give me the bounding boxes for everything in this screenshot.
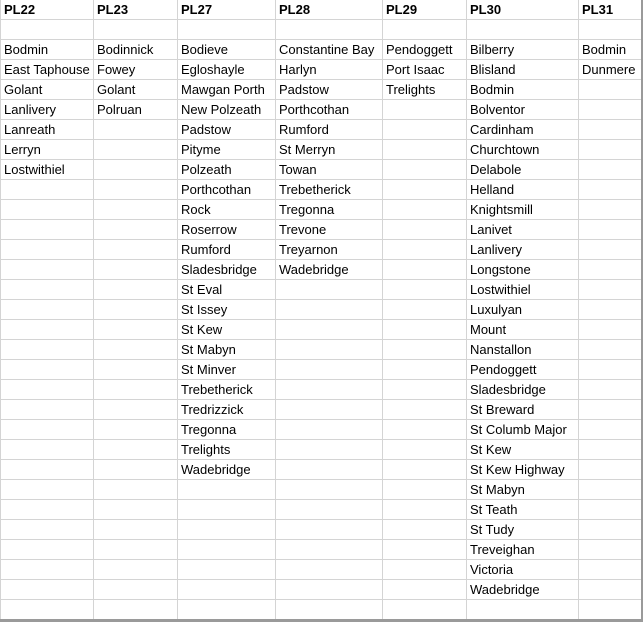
table-cell[interactable] [1,460,94,480]
table-cell[interactable] [276,340,383,360]
table-cell[interactable]: Bodmin [467,80,579,100]
table-cell[interactable] [579,160,643,180]
table-cell[interactable] [1,20,94,40]
table-cell[interactable] [94,200,178,220]
table-cell[interactable] [178,20,276,40]
table-cell[interactable]: Pendoggett [467,360,579,380]
table-cell[interactable] [383,220,467,240]
table-cell[interactable] [579,320,643,340]
table-cell[interactable] [383,240,467,260]
table-cell[interactable] [579,380,643,400]
table-cell[interactable] [579,580,643,600]
table-cell[interactable] [94,580,178,600]
table-row [1,80,643,100]
table-cell[interactable]: Trelights [383,80,467,100]
table-cell[interactable] [276,560,383,580]
table-cell[interactable]: Pityme [178,140,276,160]
table-cell[interactable] [579,400,643,420]
table-row [1,340,643,360]
table-row [1,220,643,240]
table-cell[interactable] [383,320,467,340]
table-row [1,140,643,160]
table-cell[interactable] [383,480,467,500]
table-cell[interactable]: Lanlivery [1,100,94,120]
table-cell[interactable]: St Kew [178,320,276,340]
table-cell[interactable] [579,500,643,520]
table-cell[interactable]: New Polzeath [178,100,276,120]
table-cell[interactable] [1,220,94,240]
table-cell[interactable]: Padstow [276,80,383,100]
table-cell[interactable] [94,420,178,440]
table-row [1,300,643,320]
table-row [1,260,643,280]
table-cell[interactable] [579,600,643,620]
table-row [1,240,643,260]
table-cell[interactable]: St Columb Major [467,420,579,440]
table-cell[interactable]: Luxulyan [467,300,579,320]
table-cell[interactable] [383,460,467,480]
table-cell[interactable] [94,440,178,460]
table-cell[interactable]: Mount [467,320,579,340]
table-cell[interactable]: Rumford [178,240,276,260]
table-cell[interactable] [579,460,643,480]
table-cell[interactable] [94,220,178,240]
column-header-pl29[interactable]: PL29 [383,0,467,20]
table-row [1,160,643,180]
table-cell[interactable]: Bodmin [1,40,94,60]
table-row [1,540,643,560]
table-cell[interactable]: Golant [1,80,94,100]
table-cell[interactable]: Knightsmill [467,200,579,220]
table-cell[interactable]: St Mabyn [178,340,276,360]
table-cell[interactable] [276,300,383,320]
table-cell[interactable]: Tredrizzick [178,400,276,420]
table-cell[interactable] [1,200,94,220]
table-row [1,400,643,420]
table-cell[interactable]: Mawgan Porth [178,80,276,100]
table-cell[interactable] [383,340,467,360]
table-cell[interactable] [94,340,178,360]
column-header-pl30[interactable]: PL30 [467,0,579,20]
table-cell[interactable] [178,520,276,540]
table-cell[interactable] [276,460,383,480]
table-cell[interactable] [383,120,467,140]
table-cell[interactable] [383,360,467,380]
table-cell[interactable]: St Teath [467,500,579,520]
table-cell[interactable]: Sladesbridge [467,380,579,400]
table-cell[interactable] [94,160,178,180]
table-cell[interactable] [579,540,643,560]
table-cell[interactable] [383,420,467,440]
table-cell[interactable] [1,280,94,300]
table-row [1,120,643,140]
table-cell[interactable] [383,540,467,560]
table-row [1,460,643,480]
table-cell[interactable]: Blisland [467,60,579,80]
table-row [1,40,643,60]
table-cell[interactable] [1,300,94,320]
table-cell[interactable]: Longstone [467,260,579,280]
column-header-pl28[interactable]: PL28 [276,0,383,20]
table-cell[interactable] [579,80,643,100]
table-cell[interactable]: Golant [94,80,178,100]
table-cell[interactable] [1,600,94,620]
table-cell[interactable]: Lerryn [1,140,94,160]
table-cell[interactable] [1,580,94,600]
table-cell[interactable]: Churchtown [467,140,579,160]
table-cell[interactable] [94,360,178,380]
table-cell[interactable] [94,20,178,40]
table-cell[interactable]: Harlyn [276,60,383,80]
table-cell[interactable] [383,160,467,180]
table-cell[interactable] [178,480,276,500]
table-cell[interactable] [383,520,467,540]
table-cell[interactable]: Egloshayle [178,60,276,80]
table-cell[interactable] [1,480,94,500]
table-row [1,100,643,120]
table-cell[interactable]: Porthcothan [276,100,383,120]
table-cell[interactable] [579,240,643,260]
table-row [1,280,643,300]
table-row [1,580,643,600]
table-cell[interactable] [1,180,94,200]
table-cell[interactable] [579,440,643,460]
table-cell[interactable] [94,300,178,320]
table-cell[interactable] [579,100,643,120]
table-cell[interactable] [1,440,94,460]
table-cell[interactable] [579,260,643,280]
table-cell[interactable] [383,20,467,40]
table-cell[interactable] [1,420,94,440]
table-cell[interactable] [1,520,94,540]
table-cell[interactable] [579,220,643,240]
table-cell[interactable] [94,480,178,500]
table-cell[interactable]: St Eval [178,280,276,300]
table-cell[interactable]: Bodieve [178,40,276,60]
table-cell[interactable] [276,360,383,380]
table-cell[interactable] [276,520,383,540]
table-cell[interactable]: Port Isaac [383,60,467,80]
table-cell[interactable] [94,180,178,200]
table-row [1,320,643,340]
table-cell[interactable]: Helland [467,180,579,200]
table-cell[interactable]: Tregonna [178,420,276,440]
table-cell[interactable] [94,320,178,340]
table-row [1,20,643,40]
table-cell[interactable]: Pendoggett [383,40,467,60]
table-cell[interactable]: St Tudy [467,520,579,540]
table-cell[interactable] [94,400,178,420]
table-cell[interactable]: Trebetherick [178,380,276,400]
table-cell[interactable]: St Mabyn [467,480,579,500]
table-cell[interactable] [94,380,178,400]
table-cell[interactable] [467,20,579,40]
table-cell[interactable]: St Breward [467,400,579,420]
table-cell[interactable] [276,480,383,500]
table-cell[interactable]: Treveighan [467,540,579,560]
table-cell[interactable] [94,500,178,520]
table-cell[interactable] [383,380,467,400]
table-cell[interactable] [276,580,383,600]
table-cell[interactable]: Porthcothan [178,180,276,200]
table-cell[interactable]: Trelights [178,440,276,460]
table-cell[interactable] [1,320,94,340]
table-row [1,360,643,380]
column-header-pl27[interactable]: PL27 [178,0,276,20]
table-cell[interactable]: Cardinham [467,120,579,140]
table-cell[interactable] [94,240,178,260]
table-cell[interactable]: St Minver [178,360,276,380]
table-row [1,500,643,520]
table-cell[interactable]: Polzeath [178,160,276,180]
table-cell[interactable] [579,180,643,200]
table-cell[interactable]: Fowey [94,60,178,80]
table-cell[interactable] [94,540,178,560]
table-cell[interactable] [276,380,383,400]
table-cell[interactable]: Sladesbridge [178,260,276,280]
table-cell[interactable] [579,560,643,580]
table-cell[interactable] [579,340,643,360]
table-cell[interactable] [276,280,383,300]
table-cell[interactable] [276,500,383,520]
table-cell[interactable] [94,260,178,280]
table-cell[interactable] [383,560,467,580]
table-cell[interactable]: Lostwithiel [1,160,94,180]
table-cell[interactable] [94,120,178,140]
table-row [1,420,643,440]
column-header-pl31[interactable]: PL31 [579,0,643,20]
table-cell[interactable] [178,560,276,580]
table-cell[interactable] [276,440,383,460]
table-cell[interactable]: Polruan [94,100,178,120]
table-row [1,480,643,500]
column-header-pl22[interactable]: PL22 [1,0,94,20]
table-cell[interactable]: St Kew Highway [467,460,579,480]
table-cell[interactable] [178,540,276,560]
table-cell[interactable] [579,360,643,380]
table-cell[interactable] [579,520,643,540]
table-cell[interactable]: Nanstallon [467,340,579,360]
table-cell[interactable] [1,240,94,260]
table-cell[interactable] [383,440,467,460]
header-row [1,0,643,20]
table-cell[interactable] [467,600,579,620]
table-row [1,180,643,200]
table-cell[interactable]: Victoria [467,560,579,580]
table-cell[interactable]: Constantine Bay [276,40,383,60]
table-cell[interactable] [178,600,276,620]
table-cell[interactable]: Lanivet [467,220,579,240]
table-cell[interactable] [1,380,94,400]
table-cell[interactable]: Bodmin [579,40,643,60]
table-cell[interactable] [1,260,94,280]
table-cell[interactable]: Rock [178,200,276,220]
table-cell[interactable]: Padstow [178,120,276,140]
table-cell[interactable] [276,420,383,440]
table-cell[interactable] [276,400,383,420]
table-cell[interactable]: St Merryn [276,140,383,160]
table-cell[interactable]: Wadebridge [276,260,383,280]
table-cell[interactable]: Delabole [467,160,579,180]
table-cell[interactable] [383,400,467,420]
table-cell[interactable]: Wadebridge [178,460,276,480]
table-row [1,380,643,400]
table-cell[interactable] [1,360,94,380]
table-cell[interactable]: Trebetherick [276,180,383,200]
table-cell[interactable] [94,520,178,540]
column-header-pl23[interactable]: PL23 [94,0,178,20]
table-cell[interactable] [1,540,94,560]
table-cell[interactable] [94,560,178,580]
table-row [1,560,643,580]
table-cell[interactable] [579,120,643,140]
table-cell[interactable]: Towan [276,160,383,180]
table-cell[interactable] [579,20,643,40]
table-row [1,440,643,460]
table-cell[interactable]: Bilberry [467,40,579,60]
table-cell[interactable]: Bolventor [467,100,579,120]
table-row [1,520,643,540]
table-cell[interactable] [1,560,94,580]
table-row [1,60,643,80]
table-cell[interactable]: Wadebridge [467,580,579,600]
table-cell[interactable] [579,420,643,440]
table-cell[interactable]: Lanlivery [467,240,579,260]
table-cell[interactable] [276,20,383,40]
table-cell[interactable] [178,580,276,600]
table-cell[interactable]: Trevone [276,220,383,240]
table-cell[interactable]: Rumford [276,120,383,140]
table-cell[interactable] [178,500,276,520]
table-cell[interactable] [1,340,94,360]
table-cell[interactable] [383,280,467,300]
table-cell[interactable] [383,300,467,320]
table-cell[interactable]: Roserrow [178,220,276,240]
table-cell[interactable] [1,500,94,520]
table-cell[interactable]: Treyarnon [276,240,383,260]
table-cell[interactable] [383,580,467,600]
table-cell[interactable] [383,140,467,160]
table-cell[interactable]: St Issey [178,300,276,320]
table-cell[interactable]: Lanreath [1,120,94,140]
table-cell[interactable] [383,500,467,520]
table-cell[interactable] [276,600,383,620]
table-cell[interactable] [579,480,643,500]
table-cell[interactable] [383,180,467,200]
table-cell[interactable]: Bodinnick [94,40,178,60]
table-cell[interactable] [94,140,178,160]
table-row [1,600,643,620]
table-cell[interactable]: St Kew [467,440,579,460]
table-cell[interactable] [579,300,643,320]
table-cell[interactable] [579,140,643,160]
table-cell[interactable] [383,600,467,620]
table-cell[interactable]: Dunmere [579,60,643,80]
table-cell[interactable] [94,600,178,620]
table-cell[interactable] [383,260,467,280]
table-cell[interactable] [383,100,467,120]
table-cell[interactable]: Tregonna [276,200,383,220]
table-cell[interactable] [579,280,643,300]
table-cell[interactable]: East Taphouse [1,60,94,80]
table-cell[interactable] [1,400,94,420]
table-cell[interactable] [276,320,383,340]
table-cell[interactable] [94,460,178,480]
table-cell[interactable]: Lostwithiel [467,280,579,300]
table-row [1,200,643,220]
table-cell[interactable] [276,540,383,560]
table-cell[interactable] [383,200,467,220]
table-cell[interactable] [94,280,178,300]
table-cell[interactable] [579,200,643,220]
